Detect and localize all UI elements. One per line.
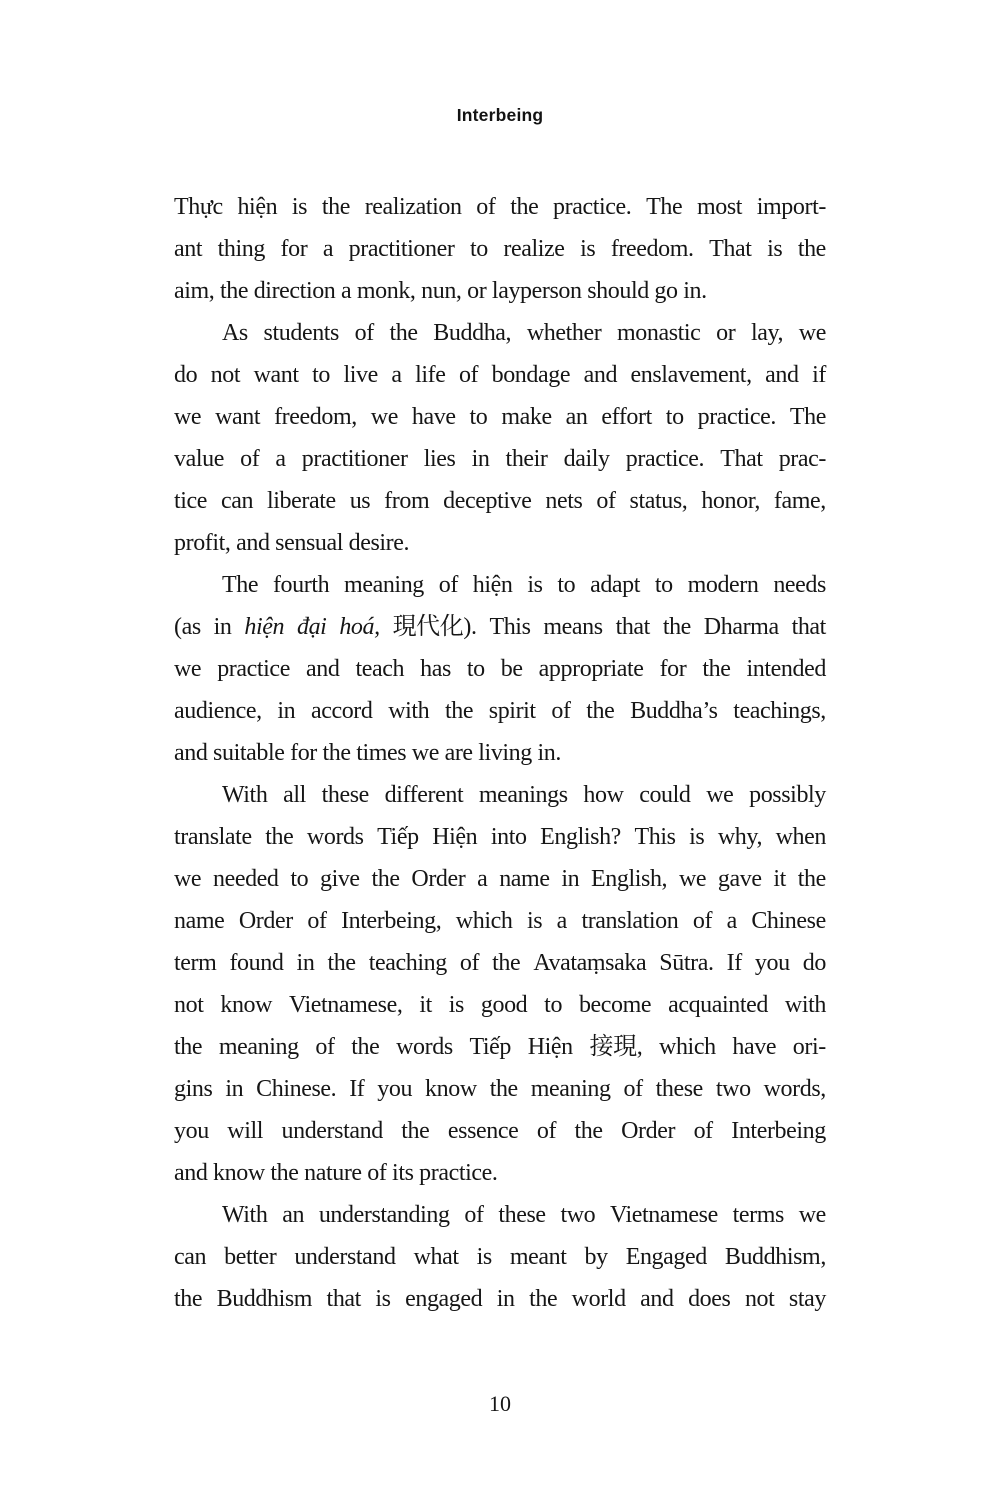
word: liberate bbox=[267, 488, 336, 514]
word: be bbox=[500, 656, 523, 682]
word: import- bbox=[756, 194, 826, 220]
word: with bbox=[784, 992, 826, 1018]
word: teachings, bbox=[733, 698, 826, 724]
word: Chinese bbox=[751, 908, 826, 934]
word: to bbox=[312, 362, 331, 388]
paragraph bbox=[174, 1194, 826, 1320]
word: teach bbox=[355, 656, 405, 682]
word: name bbox=[174, 908, 225, 934]
word: 現代化). bbox=[392, 614, 477, 640]
word: ant bbox=[174, 236, 203, 262]
word: not bbox=[744, 1286, 775, 1312]
word: is bbox=[580, 236, 596, 262]
text-line bbox=[174, 1068, 826, 1110]
word: an bbox=[565, 404, 588, 430]
word: in bbox=[561, 866, 580, 892]
text-line bbox=[174, 564, 826, 606]
text-segment: aim, the direction a monk, nun, or layperson should go in. bbox=[174, 278, 707, 304]
word: a bbox=[556, 908, 567, 934]
word: the bbox=[371, 866, 400, 892]
word: of bbox=[476, 194, 496, 220]
word: do bbox=[802, 950, 826, 976]
word: the bbox=[586, 698, 615, 724]
word: know bbox=[220, 992, 273, 1018]
word: the bbox=[574, 1118, 603, 1144]
word: that bbox=[326, 1286, 361, 1312]
word: not bbox=[210, 362, 241, 388]
word: practitioner bbox=[301, 446, 408, 472]
word: in bbox=[296, 950, 315, 976]
word: fourth bbox=[272, 572, 330, 598]
word: words, bbox=[763, 1076, 826, 1102]
word: The bbox=[222, 572, 259, 598]
word: the bbox=[174, 1286, 203, 1312]
word: This bbox=[489, 614, 531, 640]
word: teaching bbox=[368, 950, 447, 976]
word: Buddha’s bbox=[630, 698, 718, 724]
word: it bbox=[419, 992, 432, 1018]
word: can bbox=[174, 1244, 207, 1270]
word: đại bbox=[296, 614, 327, 640]
word: thing bbox=[217, 236, 265, 262]
word: an bbox=[282, 1202, 305, 1228]
word: a bbox=[477, 866, 488, 892]
word: possibly bbox=[749, 782, 826, 808]
word: Tiếp bbox=[377, 824, 419, 850]
word: to bbox=[469, 404, 488, 430]
word: what bbox=[413, 1244, 459, 1270]
text-line bbox=[174, 270, 826, 312]
word: want bbox=[215, 404, 261, 430]
text-line bbox=[174, 984, 826, 1026]
word: for bbox=[659, 656, 687, 682]
word: of bbox=[536, 1118, 557, 1144]
text-line bbox=[174, 942, 826, 984]
word: these bbox=[655, 1076, 703, 1102]
word: why, bbox=[717, 824, 763, 850]
word: realization bbox=[364, 194, 462, 220]
word: of bbox=[623, 1076, 643, 1102]
text-line bbox=[174, 480, 826, 522]
word: or bbox=[716, 320, 736, 346]
word: stay bbox=[788, 1286, 826, 1312]
word: meant bbox=[509, 1244, 567, 1270]
word: to bbox=[665, 404, 684, 430]
word: of bbox=[464, 1202, 484, 1228]
word: different bbox=[384, 782, 464, 808]
word: Sūtra. bbox=[659, 950, 714, 976]
word: needed bbox=[212, 866, 279, 892]
word: value bbox=[174, 446, 224, 472]
word: their bbox=[505, 446, 548, 472]
word: Dharma bbox=[703, 614, 779, 640]
word: to bbox=[466, 656, 485, 682]
word: hoá, bbox=[339, 614, 380, 640]
word: could bbox=[639, 782, 691, 808]
word: Order bbox=[238, 908, 293, 934]
word: Tiếp bbox=[469, 1034, 512, 1060]
word: a bbox=[391, 362, 402, 388]
word: Buddhism bbox=[216, 1286, 313, 1312]
word: intended bbox=[746, 656, 826, 682]
word: enslavement, bbox=[630, 362, 752, 388]
word: translate bbox=[174, 824, 252, 850]
word: and bbox=[765, 362, 799, 388]
word: is bbox=[689, 824, 705, 850]
word: lay, bbox=[750, 320, 784, 346]
word: Avataṃsaka bbox=[533, 950, 647, 976]
word: which bbox=[659, 1034, 716, 1060]
text-line bbox=[174, 1194, 826, 1236]
word: understanding bbox=[318, 1202, 450, 1228]
word: Interbeing, bbox=[341, 908, 442, 934]
word: meaning bbox=[530, 1076, 611, 1102]
word: the bbox=[401, 1118, 430, 1144]
word: That bbox=[709, 236, 752, 262]
word: understand bbox=[294, 1244, 396, 1270]
word: practice. bbox=[625, 446, 705, 472]
word: for bbox=[280, 236, 308, 262]
text-segment: profit, and sensual desire. bbox=[174, 530, 410, 556]
word: the bbox=[321, 194, 350, 220]
word: the bbox=[702, 656, 731, 682]
text-line bbox=[174, 1110, 826, 1152]
text-line bbox=[174, 228, 826, 270]
paragraph bbox=[174, 564, 826, 774]
word: us bbox=[349, 488, 371, 514]
word: hiện bbox=[244, 614, 285, 640]
word: engaged bbox=[405, 1286, 483, 1312]
word: Interbeing bbox=[731, 1118, 826, 1144]
word: modern bbox=[687, 572, 759, 598]
word: needs bbox=[773, 572, 826, 598]
word: understand bbox=[281, 1118, 383, 1144]
word: of bbox=[458, 362, 479, 388]
word: a bbox=[275, 446, 286, 472]
text-line bbox=[174, 900, 826, 942]
text-line bbox=[174, 606, 826, 648]
word: words bbox=[306, 824, 364, 850]
word: Hiện bbox=[432, 824, 478, 850]
word: we bbox=[798, 320, 826, 346]
word: is bbox=[527, 572, 543, 598]
word: Buddha, bbox=[433, 320, 512, 346]
word: name bbox=[499, 866, 550, 892]
word: that bbox=[615, 614, 650, 640]
word: tice bbox=[174, 488, 208, 514]
word: translation bbox=[581, 908, 679, 934]
word: is bbox=[375, 1286, 391, 1312]
word: all bbox=[283, 782, 306, 808]
word: can bbox=[220, 488, 254, 514]
paragraph bbox=[174, 186, 826, 312]
word: acquainted bbox=[668, 992, 769, 1018]
word: appropriate bbox=[538, 656, 644, 682]
word: from bbox=[384, 488, 430, 514]
word: Order bbox=[411, 866, 466, 892]
word: meaning bbox=[344, 572, 424, 598]
word: in bbox=[277, 698, 296, 724]
word: we bbox=[174, 404, 202, 430]
word: If bbox=[349, 1076, 365, 1102]
word: the bbox=[492, 950, 521, 976]
word: that bbox=[791, 614, 826, 640]
word: and bbox=[305, 656, 340, 682]
word: means bbox=[543, 614, 603, 640]
word: the bbox=[797, 866, 826, 892]
word: The bbox=[789, 404, 826, 430]
word: in bbox=[213, 614, 232, 640]
text-segment: and know the nature of its practice. bbox=[174, 1160, 498, 1186]
word: life bbox=[415, 362, 446, 388]
word: words bbox=[396, 1034, 453, 1060]
text-line bbox=[174, 438, 826, 480]
text-line bbox=[174, 648, 826, 690]
word: ori- bbox=[792, 1034, 826, 1060]
word: That bbox=[720, 446, 763, 472]
word: gins bbox=[174, 1076, 213, 1102]
word: good bbox=[480, 992, 528, 1018]
word: Order bbox=[621, 1118, 676, 1144]
word: effort bbox=[601, 404, 652, 430]
word: is bbox=[448, 992, 464, 1018]
word: If bbox=[726, 950, 742, 976]
word: of bbox=[307, 908, 327, 934]
paragraph bbox=[174, 312, 826, 564]
text-line bbox=[174, 816, 826, 858]
word: term bbox=[174, 950, 217, 976]
word: With bbox=[222, 782, 268, 808]
word: know bbox=[425, 1076, 477, 1102]
word: audience, bbox=[174, 698, 262, 724]
text-line bbox=[174, 774, 826, 816]
word: accord bbox=[310, 698, 373, 724]
word: in bbox=[496, 1286, 515, 1312]
word: into bbox=[490, 824, 527, 850]
word: hiện bbox=[237, 194, 278, 220]
word: the bbox=[265, 824, 294, 850]
word: if bbox=[812, 362, 826, 388]
word: 接現, bbox=[589, 1034, 643, 1060]
word: (as bbox=[174, 614, 201, 640]
word: prac- bbox=[778, 446, 826, 472]
word: of bbox=[596, 488, 616, 514]
paragraph bbox=[174, 774, 826, 1194]
word: two bbox=[560, 1202, 596, 1228]
word: does bbox=[688, 1286, 731, 1312]
word: do bbox=[174, 362, 198, 388]
word: the bbox=[489, 1076, 518, 1102]
word: of bbox=[240, 446, 260, 472]
word: and bbox=[640, 1286, 674, 1312]
word: have bbox=[732, 1034, 777, 1060]
word: the bbox=[529, 1286, 558, 1312]
word: freedom. bbox=[610, 236, 694, 262]
word: these bbox=[321, 782, 369, 808]
word: we bbox=[798, 1202, 826, 1228]
word: with bbox=[388, 698, 430, 724]
word: by bbox=[584, 1244, 608, 1270]
word: a bbox=[726, 908, 737, 934]
text-line bbox=[174, 732, 826, 774]
word: in bbox=[471, 446, 490, 472]
word: is bbox=[767, 236, 783, 262]
word: essence bbox=[447, 1118, 519, 1144]
word: is bbox=[476, 1244, 492, 1270]
word: to bbox=[290, 866, 309, 892]
running-head: Interbeing bbox=[456, 105, 544, 125]
word: of bbox=[693, 1118, 713, 1144]
word: is bbox=[526, 908, 543, 934]
word: practice. bbox=[697, 404, 776, 430]
word: make bbox=[501, 404, 552, 430]
word: nets bbox=[545, 488, 583, 514]
page-number: 10 bbox=[489, 1391, 511, 1416]
word: whether bbox=[526, 320, 602, 346]
word: daily bbox=[563, 446, 610, 472]
word: students bbox=[263, 320, 339, 346]
word: you bbox=[754, 950, 790, 976]
word: meaning bbox=[218, 1034, 299, 1060]
word: of bbox=[438, 572, 458, 598]
word: live bbox=[343, 362, 378, 388]
word: practice. bbox=[553, 194, 632, 220]
text-line bbox=[174, 1278, 826, 1320]
text-line bbox=[174, 354, 826, 396]
word: will bbox=[227, 1118, 264, 1144]
word: the bbox=[444, 698, 474, 724]
word: have bbox=[411, 404, 456, 430]
word: practitioner bbox=[348, 236, 455, 262]
text-line bbox=[174, 1152, 826, 1194]
word: With bbox=[222, 1202, 268, 1228]
word: not bbox=[174, 992, 204, 1018]
word: hiện bbox=[472, 572, 513, 598]
word: practice bbox=[217, 656, 290, 682]
word: Hiện bbox=[527, 1034, 573, 1060]
word: Thực bbox=[174, 194, 223, 220]
word: the bbox=[327, 950, 356, 976]
word: the bbox=[662, 614, 691, 640]
word: spirit bbox=[488, 698, 536, 724]
word: of bbox=[354, 320, 374, 346]
word: world bbox=[571, 1286, 626, 1312]
word: become bbox=[578, 992, 652, 1018]
word: the bbox=[389, 320, 418, 346]
word: fame, bbox=[773, 488, 826, 514]
word: lies bbox=[423, 446, 456, 472]
word: English, bbox=[591, 866, 668, 892]
word: in bbox=[225, 1076, 244, 1102]
text-line bbox=[174, 1236, 826, 1278]
word: gave bbox=[717, 866, 762, 892]
word: we bbox=[370, 404, 398, 430]
text-line bbox=[174, 522, 826, 564]
word: is bbox=[291, 194, 308, 220]
word: the bbox=[797, 236, 826, 262]
word: how bbox=[583, 782, 624, 808]
word: found bbox=[229, 950, 284, 976]
text-line bbox=[174, 186, 826, 228]
word: you bbox=[377, 1076, 413, 1102]
word: to bbox=[470, 236, 488, 262]
word: status, bbox=[629, 488, 688, 514]
word: you bbox=[174, 1118, 209, 1144]
word: it bbox=[773, 866, 786, 892]
word: English? bbox=[540, 824, 621, 850]
word: meanings bbox=[478, 782, 568, 808]
word: most bbox=[696, 194, 743, 220]
word: better bbox=[224, 1244, 277, 1270]
word: the bbox=[351, 1034, 380, 1060]
word: Vietnamese bbox=[610, 1202, 718, 1228]
word: to bbox=[544, 992, 563, 1018]
word: want bbox=[253, 362, 299, 388]
word: we bbox=[706, 782, 734, 808]
word: of bbox=[315, 1034, 335, 1060]
word: realize bbox=[503, 236, 565, 262]
word: give bbox=[319, 866, 360, 892]
word: freedom, bbox=[274, 404, 357, 430]
word: a bbox=[322, 236, 334, 262]
word: the bbox=[510, 194, 539, 220]
text-line bbox=[174, 690, 826, 732]
text-line bbox=[174, 858, 826, 900]
word: when bbox=[775, 824, 826, 850]
word: Buddhism, bbox=[724, 1244, 826, 1270]
word: we bbox=[174, 866, 202, 892]
word: the bbox=[174, 1034, 203, 1060]
word: This bbox=[634, 824, 676, 850]
word: of bbox=[459, 950, 480, 976]
text-line bbox=[174, 1026, 826, 1068]
word: terms bbox=[732, 1202, 784, 1228]
word: monastic bbox=[616, 320, 701, 346]
word: Vietnamese, bbox=[288, 992, 403, 1018]
word: of bbox=[692, 908, 713, 934]
text-line bbox=[174, 396, 826, 438]
text-segment: and suitable for the times we are living in. bbox=[174, 740, 561, 766]
word: honor, bbox=[701, 488, 760, 514]
word: to bbox=[557, 572, 576, 598]
word: deceptive bbox=[443, 488, 532, 514]
word: to bbox=[654, 572, 673, 598]
word: As bbox=[222, 320, 248, 346]
word: which bbox=[455, 908, 513, 934]
word: two bbox=[715, 1076, 751, 1102]
text-line bbox=[174, 312, 826, 354]
word: bondage bbox=[491, 362, 571, 388]
word: has bbox=[420, 656, 451, 682]
word: The bbox=[646, 194, 683, 220]
word: Engaged bbox=[625, 1244, 707, 1270]
word: adapt bbox=[590, 572, 641, 598]
word: of bbox=[551, 698, 571, 724]
word: these bbox=[498, 1202, 546, 1228]
word: Chinese. bbox=[256, 1076, 337, 1102]
word: we bbox=[678, 866, 707, 892]
text-block bbox=[174, 186, 826, 1320]
word: and bbox=[583, 362, 618, 388]
word: we bbox=[174, 656, 202, 682]
